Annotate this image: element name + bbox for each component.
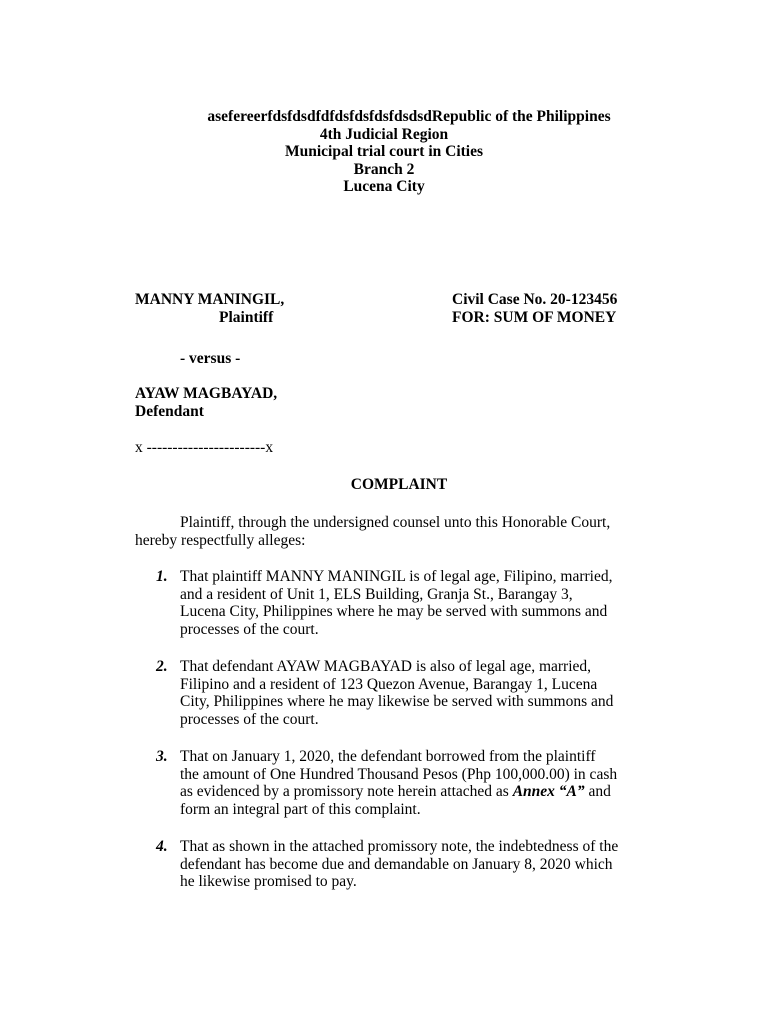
court-header xyxy=(0,108,768,196)
paragraph-line: and a resident of Unit 1, ELS Building, Granja St., Barangay 3, xyxy=(180,585,573,603)
plaintiff-block xyxy=(135,291,284,326)
allegation-paragraph-2 xyxy=(156,658,680,728)
defendant-role: Defendant xyxy=(135,402,204,420)
paragraph-number: 2. xyxy=(156,658,168,675)
paragraph-text: and xyxy=(584,783,611,801)
allegation-paragraph-3 xyxy=(156,748,680,818)
paragraph-number: 4. xyxy=(156,838,168,855)
paragraph-line: That as shown in the attached promissory note, the indebtedness of the xyxy=(180,838,619,855)
paragraph-line: form an integral part of this complaint. xyxy=(180,800,421,818)
allegation-paragraph-4 xyxy=(156,838,680,891)
defendant-block xyxy=(135,385,277,420)
paragraph-line: processes of the court. xyxy=(180,620,319,638)
versus-label: - versus - xyxy=(180,350,241,367)
case-info-block xyxy=(452,291,617,326)
annex-reference: Annex “A” xyxy=(512,783,585,801)
case-nature: FOR: SUM OF MONEY xyxy=(452,308,617,326)
header-line-city: Lucena City xyxy=(343,178,425,196)
paragraph-line: That on January 1, 2020, the defendant borrowed from the plaintiff xyxy=(180,748,596,765)
paragraph-number: 1. xyxy=(156,568,168,585)
paragraph-line: That defendant AYAW MAGBAYAD is also of legal age, married, xyxy=(180,658,592,675)
paragraph-line: he likewise promised to pay. xyxy=(180,873,357,891)
header-line-court: Municipal trial court in Cities xyxy=(284,143,484,161)
intro-line: Plaintiff, through the undersigned counsel unto this Honorable Court, xyxy=(180,514,611,531)
plaintiff-role: Plaintiff xyxy=(219,308,274,326)
paragraph-line: Filipino and a resident of 123 Quezon Avenue, Barangay 1, Lucena xyxy=(180,675,598,693)
paragraph-line xyxy=(180,783,680,801)
paragraph-line: defendant has become due and demandable on January 8, 2020 which xyxy=(180,855,613,873)
header-line-republic: asefereerfdsfdsdfdfdsfdsfdsfdsdsdRepublic of the Philippines xyxy=(207,108,611,125)
paragraph-line: That plaintiff MANNY MANINGIL is of legal age, Filipino, married, xyxy=(180,568,613,585)
allegation-paragraph-1 xyxy=(156,568,680,638)
paragraph-number: 3. xyxy=(156,748,168,765)
paragraph-line: Lucena City, Philippines where he may be served with summons and xyxy=(180,603,608,621)
header-line-branch: Branch 2 xyxy=(353,160,415,178)
paragraph-line: the amount of One Hundred Thousand Pesos (Php 100,000.00) in cash xyxy=(180,765,618,783)
paragraph-text: as evidenced by a promissory note herein attached as xyxy=(180,783,513,801)
case-number: Civil Case No. 20-123456 xyxy=(452,291,618,308)
defendant-name: AYAW MAGBAYAD, xyxy=(135,385,278,402)
intro-line: hereby respectfully alleges: xyxy=(135,531,306,549)
header-line-region: 4th Judicial Region xyxy=(319,125,449,143)
plaintiff-name: MANNY MANINGIL, xyxy=(135,291,285,308)
caption-separator: x -----------------------x xyxy=(135,439,274,456)
intro-paragraph xyxy=(135,514,655,549)
paragraph-line: City, Philippines where he may likewise be served with summons and xyxy=(180,693,614,711)
document-title: COMPLAINT xyxy=(350,476,448,493)
paragraph-line: processes of the court. xyxy=(180,710,319,728)
